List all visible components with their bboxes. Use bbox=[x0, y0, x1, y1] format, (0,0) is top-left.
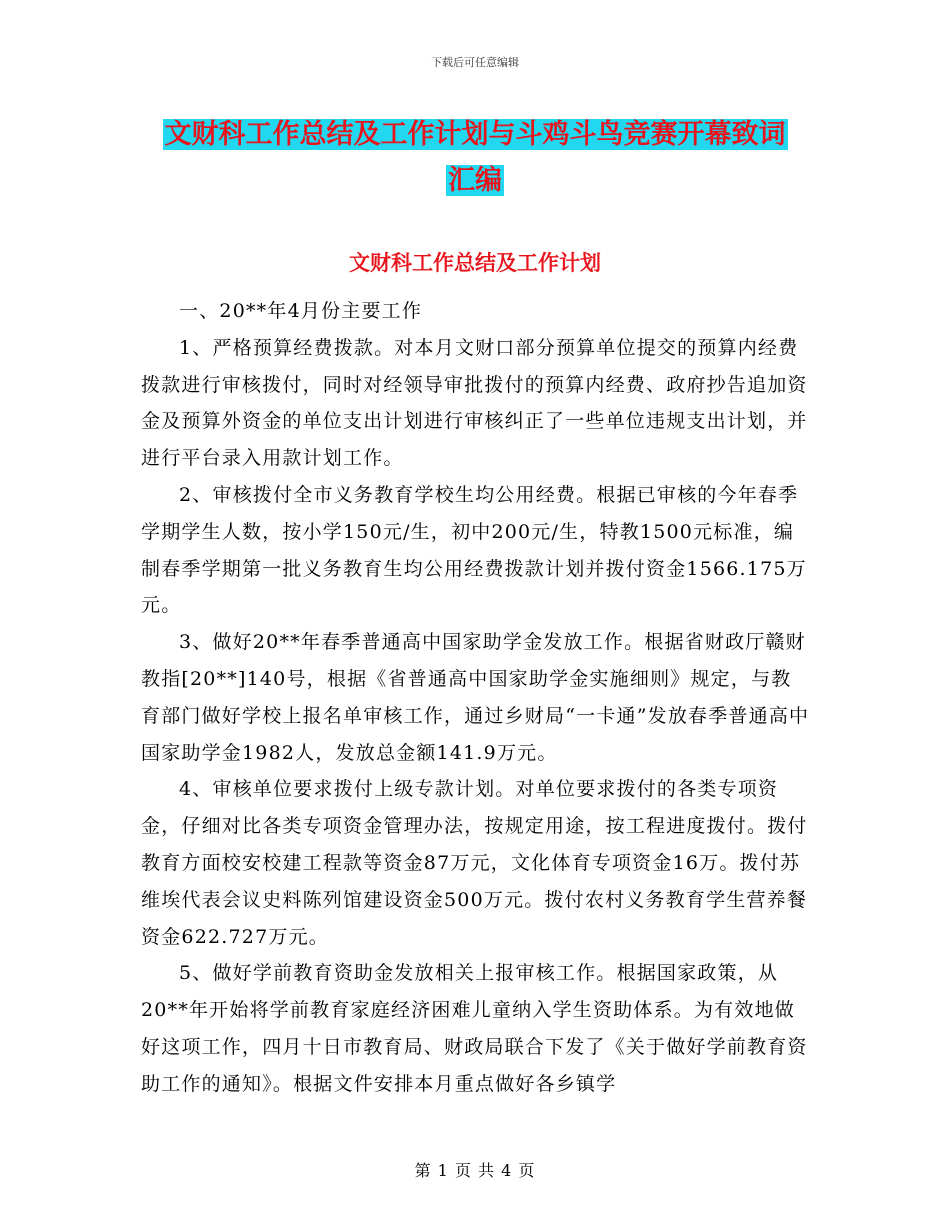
paragraph: 5、做好学前教育资助金发放相关上报审核工作。根据国家政策，从20**年开始将学前教育家庭经济困难儿童纳入学生资助体系。为有效地做好这项工作，四月十日市教育局、财政局联合下发了《关于做好学前教育资助工作的通知》。根据文件安排本月重点做好各乡镇学 bbox=[141, 962, 808, 1095]
document-title-line-2: 汇编 bbox=[448, 165, 502, 196]
paragraph: 1、严格预算经费拨款。对本月文财口部分预算单位提交的预算内经费拨款进行审核拨付，同时对经领导审批拨付的预算内经费、政府抄告追加资金及预算外资金的单位支出计划进行审核纠正了一些单位违规支出计划，并进行平台录入用款计划工作。 bbox=[141, 336, 808, 470]
body-text bbox=[141, 293, 811, 1103]
section-title: 文财科工作总结及工作计划 bbox=[349, 251, 601, 275]
document-title-line-2-wrap bbox=[0, 158, 950, 204]
document-title-line-1: 文财科工作总结及工作计划与斗鸡斗鸟竞赛开幕致词 bbox=[164, 119, 786, 150]
document-title bbox=[0, 112, 950, 204]
page-number: 第 1 页 共 4 页 bbox=[414, 1161, 536, 1180]
paragraph: 4、审核单位要求拨付上级专款计划。对单位要求拨付的各类专项资金，仔细对比各类专项资金管理办法，按规定用途，按工程进度拨付。拨付教育方面校安校建工程款等资金87万元，文化体育专项资金16万。拨付苏维埃代表会议史料陈列馆建设资金500万元。拨付农村义务教育学生营养餐资金622.727万元。 bbox=[141, 778, 808, 948]
paragraph: 2、审核拨付全市义务教育学校生均公用经费。根据已审核的今年春季学期学生人数，按小学150元/生，初中200元/生，特教1500元标准，编制春季学期第一批义务教育生均公用经费拨款计划并拨付资金1566.175万元。 bbox=[141, 483, 807, 617]
paragraph: 3、做好20**年春季普通高中国家助学金发放工作。根据省财政厅赣财教指[20**]140号，根据《省普通高中国家助学金实施细则》规定，与教育部门做好学校上报名单审核工作，通过乡财局“一卡通”发放春季普通高中国家助学金1982人，发放总金额141.9万元。 bbox=[141, 631, 810, 764]
paragraph-heading: 一、20**年4月份主要工作 bbox=[179, 300, 423, 322]
header-note: 下载后可任意编辑 bbox=[431, 56, 519, 69]
